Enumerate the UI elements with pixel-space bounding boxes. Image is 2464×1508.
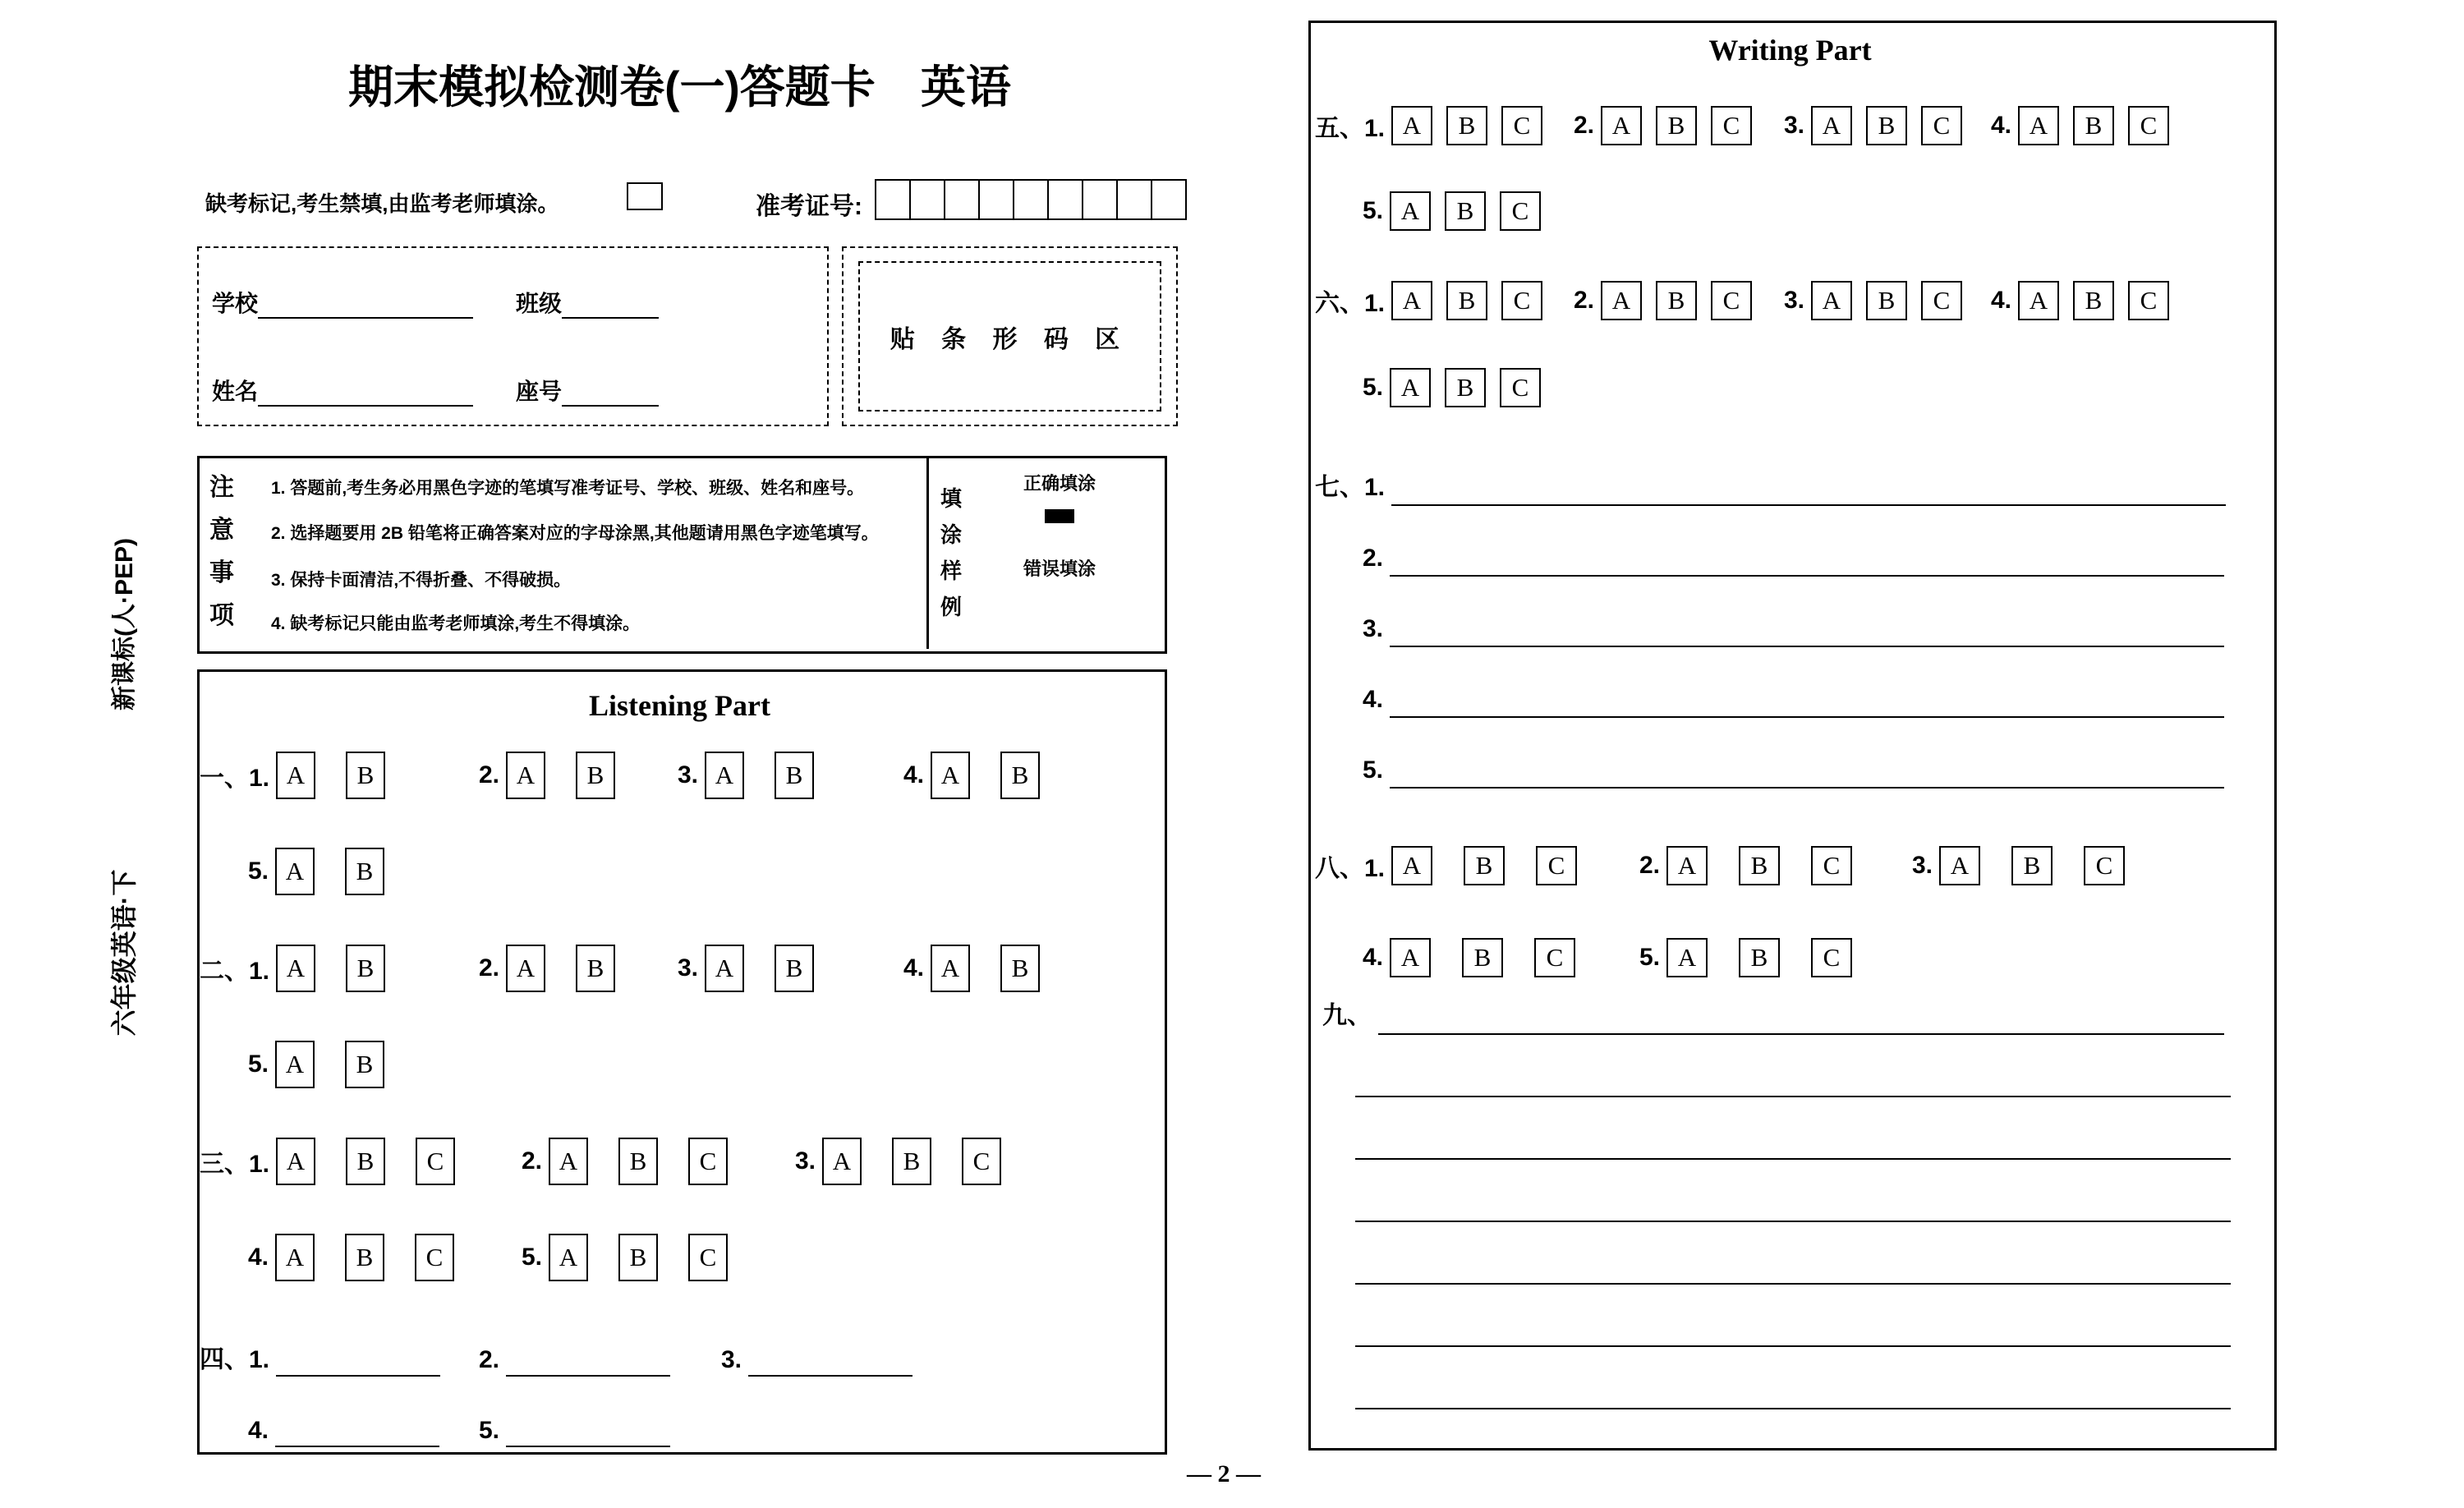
ticket-number-grid — [875, 179, 1187, 220]
question-group — [1346, 680, 2224, 718]
question-number: 3. — [1362, 615, 1383, 642]
option-box-A[interactable]: A — [1391, 106, 1432, 145]
option-box-B[interactable]: B — [1656, 281, 1697, 320]
question-group — [779, 1138, 1001, 1185]
question-number: 4. — [1990, 287, 2011, 314]
question-number: 4. — [247, 1244, 269, 1271]
question-number: 3. — [1783, 112, 1804, 139]
essay-line[interactable] — [1355, 1345, 2231, 1347]
essay-line[interactable] — [1355, 1158, 2231, 1160]
option-box-A[interactable]: A — [1391, 846, 1432, 885]
answer-blank[interactable] — [1390, 609, 2224, 647]
writing-part-title: Writing Part — [1708, 34, 1872, 67]
absent-mark-label: 缺考标记,考生禁填,由监考老师填涂。 — [205, 191, 559, 216]
option-box-A[interactable]: A — [1666, 938, 1708, 977]
option-box-A[interactable]: A — [1601, 281, 1642, 320]
question-number: 2. — [1573, 112, 1594, 139]
question-number: 3. — [720, 1346, 742, 1373]
correct-fill-mark — [1045, 509, 1074, 523]
question-group — [1314, 468, 2226, 506]
option-box-B[interactable]: B — [1866, 281, 1907, 320]
wrong-fill-label: 错误填涂 — [1023, 559, 1096, 579]
option-box-C[interactable]: C — [1501, 281, 1542, 320]
notice-item-2: 2. 选择题要用 2B 铅笔将正确答案对应的字母涂黑,其他题请用黑色字迹笔填写。 — [271, 524, 879, 543]
question-number: 5. — [1362, 756, 1383, 784]
question-group — [1974, 106, 2169, 145]
option-box-C[interactable]: C — [1534, 938, 1575, 977]
question-group — [462, 945, 615, 992]
class-label: 班级 — [516, 291, 563, 316]
option-box-B[interactable]: B — [346, 945, 385, 992]
question-number: 2. — [1573, 287, 1594, 314]
question-group — [1346, 368, 1541, 407]
ticket-number-cell[interactable] — [1049, 181, 1083, 218]
option-box-C[interactable]: C — [2128, 106, 2169, 145]
sheet-title-subject: 英语 — [920, 62, 1011, 113]
option-box-A[interactable]: A — [506, 945, 545, 992]
question-number: 九、 — [1322, 1002, 1372, 1029]
question-group — [1768, 281, 1962, 320]
question-group — [232, 848, 384, 895]
option-box-C[interactable]: C — [688, 1234, 728, 1281]
question-group — [1346, 751, 2224, 788]
notice-item-3: 3. 保持卡面清洁,不得折叠、不得破损。 — [271, 571, 572, 590]
essay-line[interactable] — [1355, 1096, 2231, 1097]
question-number: 六、1. — [1314, 290, 1385, 317]
option-box-C[interactable]: C — [1711, 281, 1752, 320]
option-box-B[interactable]: B — [1656, 106, 1697, 145]
option-box-A[interactable]: A — [275, 1041, 315, 1088]
question-number: 2. — [1639, 852, 1660, 879]
question-group — [1314, 281, 1542, 320]
question-group — [1768, 106, 1962, 145]
question-number: 4. — [1990, 112, 2011, 139]
essay-line[interactable] — [1355, 1221, 2231, 1222]
option-box-C[interactable]: C — [1711, 106, 1752, 145]
option-box-C[interactable]: C — [1500, 368, 1541, 407]
option-box-B[interactable]: B — [576, 752, 615, 799]
option-box-A[interactable]: A — [931, 752, 970, 799]
answer-blank[interactable] — [1390, 680, 2224, 718]
question-number: 2. — [478, 761, 499, 788]
option-box-C[interactable]: C — [1811, 846, 1852, 885]
question-group — [462, 1413, 670, 1447]
question-group — [1314, 106, 1542, 145]
option-box-A[interactable]: A — [705, 752, 744, 799]
question-group — [232, 1234, 454, 1281]
option-box-B[interactable]: B — [2073, 281, 2114, 320]
option-box-B[interactable]: B — [1446, 281, 1487, 320]
option-box-A[interactable]: A — [1390, 938, 1431, 977]
answer-blank[interactable] — [276, 1342, 440, 1377]
answer-blank[interactable] — [1390, 751, 2224, 788]
option-box-A[interactable]: A — [1811, 106, 1852, 145]
ticket-number-cell[interactable] — [911, 181, 945, 218]
ticket-number-cell[interactable] — [1083, 181, 1118, 218]
option-box-A[interactable]: A — [549, 1234, 588, 1281]
question-number: 四、1. — [199, 1346, 269, 1373]
option-box-A[interactable]: A — [1939, 846, 1980, 885]
option-box-B[interactable]: B — [1445, 368, 1486, 407]
option-box-B[interactable]: B — [1739, 846, 1780, 885]
option-box-C[interactable]: C — [1536, 846, 1577, 885]
question-number: 5. — [478, 1417, 499, 1444]
class-input-line[interactable] — [562, 291, 659, 319]
option-box-C[interactable]: C — [1500, 191, 1541, 231]
question-group — [1623, 846, 1852, 885]
option-box-A[interactable]: A — [931, 945, 970, 992]
option-box-B[interactable]: B — [346, 1138, 385, 1185]
question-number: 2. — [521, 1147, 542, 1175]
option-box-A[interactable]: A — [822, 1138, 862, 1185]
option-box-B[interactable]: B — [345, 848, 384, 895]
question-number: 5. — [247, 857, 269, 885]
question-group — [1974, 281, 2169, 320]
question-number: 2. — [478, 954, 499, 982]
option-box-C[interactable]: C — [2084, 846, 2125, 885]
ticket-number-cell[interactable] — [1152, 181, 1185, 218]
option-box-A[interactable]: A — [2018, 106, 2059, 145]
option-box-B[interactable]: B — [1000, 945, 1040, 992]
ticket-number-cell[interactable] — [876, 181, 911, 218]
sidebar-edition-text: 新课标(人·PEP) — [111, 538, 138, 710]
answer-blank[interactable] — [1391, 468, 2226, 506]
question-number: 5. — [247, 1051, 269, 1078]
option-box-B[interactable]: B — [1866, 106, 1907, 145]
question-group — [661, 752, 814, 799]
answer-blank[interactable] — [1390, 539, 2224, 577]
option-box-A[interactable]: A — [549, 1138, 588, 1185]
essay-line[interactable] — [1378, 995, 2224, 1035]
question-group — [661, 945, 814, 992]
notice-item-1: 1. 答题前,考生务必用黑色字迹的笔填写准考证号、学校、班级、姓名和座号。 — [271, 479, 865, 498]
question-number: 5. — [1362, 374, 1383, 401]
notice-title: 注意事项 — [209, 474, 234, 629]
question-number: 5. — [1639, 944, 1660, 971]
question-number: 七、1. — [1314, 474, 1385, 501]
ticket-number-cell[interactable] — [980, 181, 1014, 218]
question-group — [887, 945, 1040, 992]
seat-label: 座号 — [516, 379, 563, 404]
question-number: 4. — [1362, 686, 1383, 713]
question-number: 5. — [521, 1244, 542, 1271]
option-box-B[interactable]: B — [1462, 938, 1503, 977]
question-number: 3. — [1783, 287, 1804, 314]
question-group — [1314, 846, 1577, 885]
answer-blank[interactable] — [506, 1413, 670, 1447]
school-input-line[interactable] — [258, 291, 473, 319]
name-label: 姓名 — [212, 379, 259, 404]
option-box-B[interactable]: B — [618, 1234, 658, 1281]
option-box-B[interactable]: B — [346, 752, 385, 799]
sheet-title-main: 期末模拟检测卷(一)答题卡 — [348, 62, 876, 113]
name-input-line[interactable] — [258, 379, 473, 407]
question-number: 4. — [903, 954, 924, 982]
question-group — [232, 1041, 384, 1088]
barcode-paste-area — [858, 261, 1161, 411]
question-group — [197, 752, 385, 799]
option-box-A[interactable]: A — [1666, 846, 1708, 885]
school-label: 学校 — [212, 291, 259, 316]
absent-mark-box[interactable] — [627, 182, 663, 210]
option-box-C[interactable]: C — [416, 1138, 455, 1185]
option-box-A[interactable]: A — [506, 752, 545, 799]
question-number: 3. — [1911, 852, 1933, 879]
question-group — [197, 1138, 455, 1185]
question-number: 八、1. — [1314, 855, 1385, 882]
question-group — [1346, 938, 1575, 977]
seat-input-line[interactable] — [562, 379, 659, 407]
notice-divider — [926, 456, 929, 649]
option-box-B[interactable]: B — [1446, 106, 1487, 145]
option-box-B[interactable]: B — [775, 945, 814, 992]
option-box-A[interactable]: A — [705, 945, 744, 992]
question-group — [1346, 539, 2224, 577]
question-group — [232, 1413, 439, 1447]
option-box-A[interactable]: A — [1390, 368, 1431, 407]
question-number: 3. — [677, 954, 698, 982]
question-group — [1346, 609, 2224, 647]
option-box-A[interactable]: A — [2018, 281, 2059, 320]
option-box-C[interactable]: C — [415, 1234, 454, 1281]
writing-part-box — [1308, 21, 2277, 1451]
correct-fill-label: 正确填涂 — [1023, 473, 1096, 494]
question-number: 2. — [478, 1346, 499, 1373]
question-number: 五、1. — [1314, 115, 1385, 142]
barcode-area-label: 贴 条 形 码 区 — [890, 325, 1130, 353]
question-number: 3. — [677, 761, 698, 788]
question-group — [1314, 995, 2224, 1035]
option-box-B[interactable]: B — [892, 1138, 931, 1185]
ticket-number-cell[interactable] — [945, 181, 980, 218]
question-group — [197, 945, 385, 992]
option-box-B[interactable]: B — [1445, 191, 1486, 231]
option-box-B[interactable]: B — [2073, 106, 2114, 145]
essay-line[interactable] — [1355, 1408, 2231, 1409]
question-group — [505, 1234, 728, 1281]
question-number: 4. — [247, 1417, 269, 1444]
option-box-B[interactable]: B — [576, 945, 615, 992]
question-number: 4. — [1362, 944, 1383, 971]
question-number: 三、1. — [199, 1151, 269, 1178]
question-group — [1557, 106, 1752, 145]
question-group — [705, 1342, 913, 1377]
option-box-C[interactable]: C — [1811, 938, 1852, 977]
option-box-B[interactable]: B — [345, 1041, 384, 1088]
ticket-number-cell[interactable] — [1014, 181, 1049, 218]
question-number: 5. — [1362, 197, 1383, 224]
question-group — [505, 1138, 728, 1185]
answer-blank[interactable] — [506, 1342, 670, 1377]
answer-blank[interactable] — [748, 1342, 913, 1377]
option-box-C[interactable]: C — [1921, 106, 1962, 145]
question-number: 3. — [794, 1147, 816, 1175]
option-box-B[interactable]: B — [1000, 752, 1040, 799]
essay-line[interactable] — [1355, 1283, 2231, 1285]
option-box-B[interactable]: B — [2011, 846, 2053, 885]
option-box-A[interactable]: A — [1390, 191, 1431, 231]
question-group — [1557, 281, 1752, 320]
ticket-number-cell[interactable] — [1118, 181, 1152, 218]
option-box-B[interactable]: B — [345, 1234, 384, 1281]
question-number: 4. — [903, 761, 924, 788]
option-box-A[interactable]: A — [276, 752, 315, 799]
option-box-C[interactable]: C — [2128, 281, 2169, 320]
option-box-A[interactable]: A — [1601, 106, 1642, 145]
option-box-C[interactable]: C — [962, 1138, 1001, 1185]
question-group — [1346, 191, 1541, 231]
option-box-C[interactable]: C — [1501, 106, 1542, 145]
option-box-A[interactable]: A — [276, 945, 315, 992]
option-box-B[interactable]: B — [775, 752, 814, 799]
sheet-title — [197, 51, 1162, 116]
question-group — [887, 752, 1040, 799]
fill-sample-title: 填涂样例 — [940, 486, 962, 619]
question-number: 一、1. — [199, 765, 269, 792]
question-group — [462, 1342, 670, 1377]
question-group — [1623, 938, 1852, 977]
option-box-C[interactable]: C — [1921, 281, 1962, 320]
option-box-A[interactable]: A — [1811, 281, 1852, 320]
ticket-number-label: 准考证号: — [756, 193, 862, 220]
question-group — [462, 752, 615, 799]
page-number: — 2 — — [1187, 1460, 1261, 1487]
listening-part-title: Listening Part — [589, 689, 770, 722]
notice-item-4: 4. 缺考标记只能由监考老师填涂,考生不得填涂。 — [271, 614, 641, 633]
option-box-B[interactable]: B — [1739, 938, 1780, 977]
question-group — [1896, 846, 2125, 885]
option-box-A[interactable]: A — [275, 848, 315, 895]
question-number: 二、1. — [199, 958, 269, 985]
option-box-B[interactable]: B — [618, 1138, 658, 1185]
sidebar-grade-text: 六年级英语·下 — [109, 869, 139, 1037]
question-group — [197, 1342, 440, 1377]
option-box-A[interactable]: A — [275, 1234, 315, 1281]
option-box-C[interactable]: C — [688, 1138, 728, 1185]
option-box-A[interactable]: A — [276, 1138, 315, 1185]
option-box-A[interactable]: A — [1391, 281, 1432, 320]
answer-blank[interactable] — [275, 1413, 439, 1447]
option-box-B[interactable]: B — [1464, 846, 1505, 885]
question-number: 2. — [1362, 545, 1383, 572]
